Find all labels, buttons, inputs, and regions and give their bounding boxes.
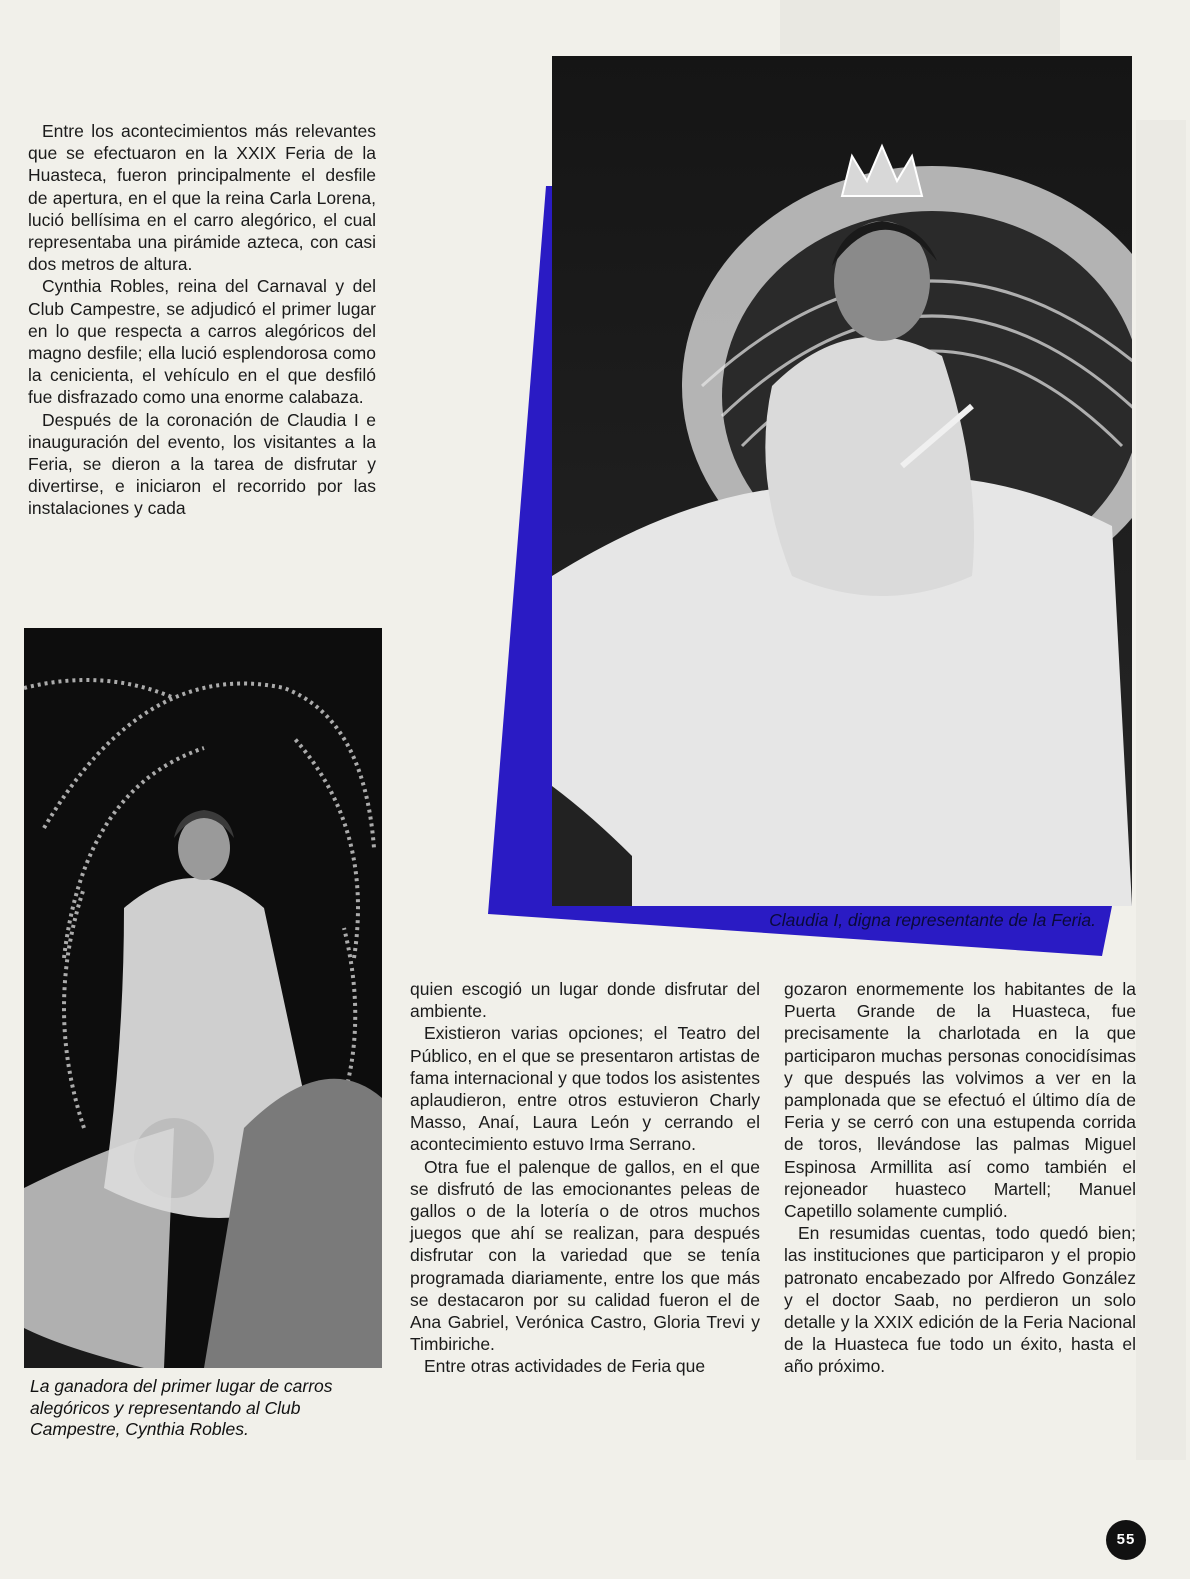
article-column-2 [410,978,760,1378]
paragraph: Entre los acontecimientos más relevantes que se efectuaron en la XXIX Feria de la Huasteca, fueron principalmente el desfile de apertura, en el que la reina Carla Lorena, lució bellísima en el carro alegórico, el cual representaba una pirámide azteca, con casi dos metros de altura. [28,121,376,275]
paragraph: Cynthia Robles, reina del Carnaval y del Club Campestre, se adjudicó el primer lugar en lo que respecta a carros alegóricos del magno desfile; ella lució esplendorosa como la cenicienta, el vehículo en el que desfiló fue disfrazado como una enorme calabaza. [28,276,376,408]
paragraph: Otra fue el palenque de gallos, en el que se disfrutó de las emocionantes peleas de gallos o de la lotería o de otros muchos juegos que ahí se realizan, para después disfrutar con la variedad que se tenía programada diariamente, entre los que más se destacaron por su calidad fueron el de Ana Gabriel, Verónica Castro, Gloria Trevi y Timbiriche. [410,1156,760,1355]
caption-cynthia-photo: La ganadora del primer lugar de carros alegóricos y representando al Club Campestre, Cynthia Robles. [30,1376,333,1439]
paragraph: En resumidas cuentas, todo quedó bien; las instituciones que participaron y el propio patronato encabezado por Alfredo González y el doctor Saab, no perdieron un solo detalle y la XXIX edición de la Feria Nacional de la Huasteca fue todo un éxito, hasta el año próximo. [784,1223,1136,1377]
page-number-badge: 55 [1106,1520,1146,1560]
paragraph: Después de la coronación de Claudia I e inauguración del evento, los visitantes a la Feria, se dieron a la tarea de disfrutar y divertirse, e iniciaron el recorrido por las instalaciones y cada [28,409,376,519]
paragraph: quien escogió un lugar donde disfrutar del ambiente. [410,979,760,1022]
paragraph: Existieron varias opciones; el Teatro del Público, en el que se presentaron artistas de fama internacional y que todos los asistentes aplaudieron, entre otros estuvieron Charly Masso, Anaí, Laura León y cerrando el acontecimiento estuvo Irma Serrano. [410,1023,760,1155]
paragraph: gozaron enormemente los habitantes de la Puerta Grande de la Huasteca, fue precisamente la charlotada en la que participaron muchas personas conocidísimas y que después las volvimos a ver en la pamplonada que se efectuó el último día de Feria y se cerró con una estupenda corrida de toros, llevándose las palmas Miguel Espinosa Armillita así como también el rejoneador huasteco Martell; Manuel Capetillo solamente cumplió. [784,979,1136,1222]
caption-claudia-photo: Claudia I, digna representante de la Feria. [769,910,1096,930]
article-column-1 [28,120,376,520]
photo-claudia-queen [552,56,1132,906]
article-column-3 [784,978,1136,1378]
photo-cynthia-parade-float [24,628,382,1368]
paragraph: Entre otras actividades de Feria que [424,1356,706,1377]
